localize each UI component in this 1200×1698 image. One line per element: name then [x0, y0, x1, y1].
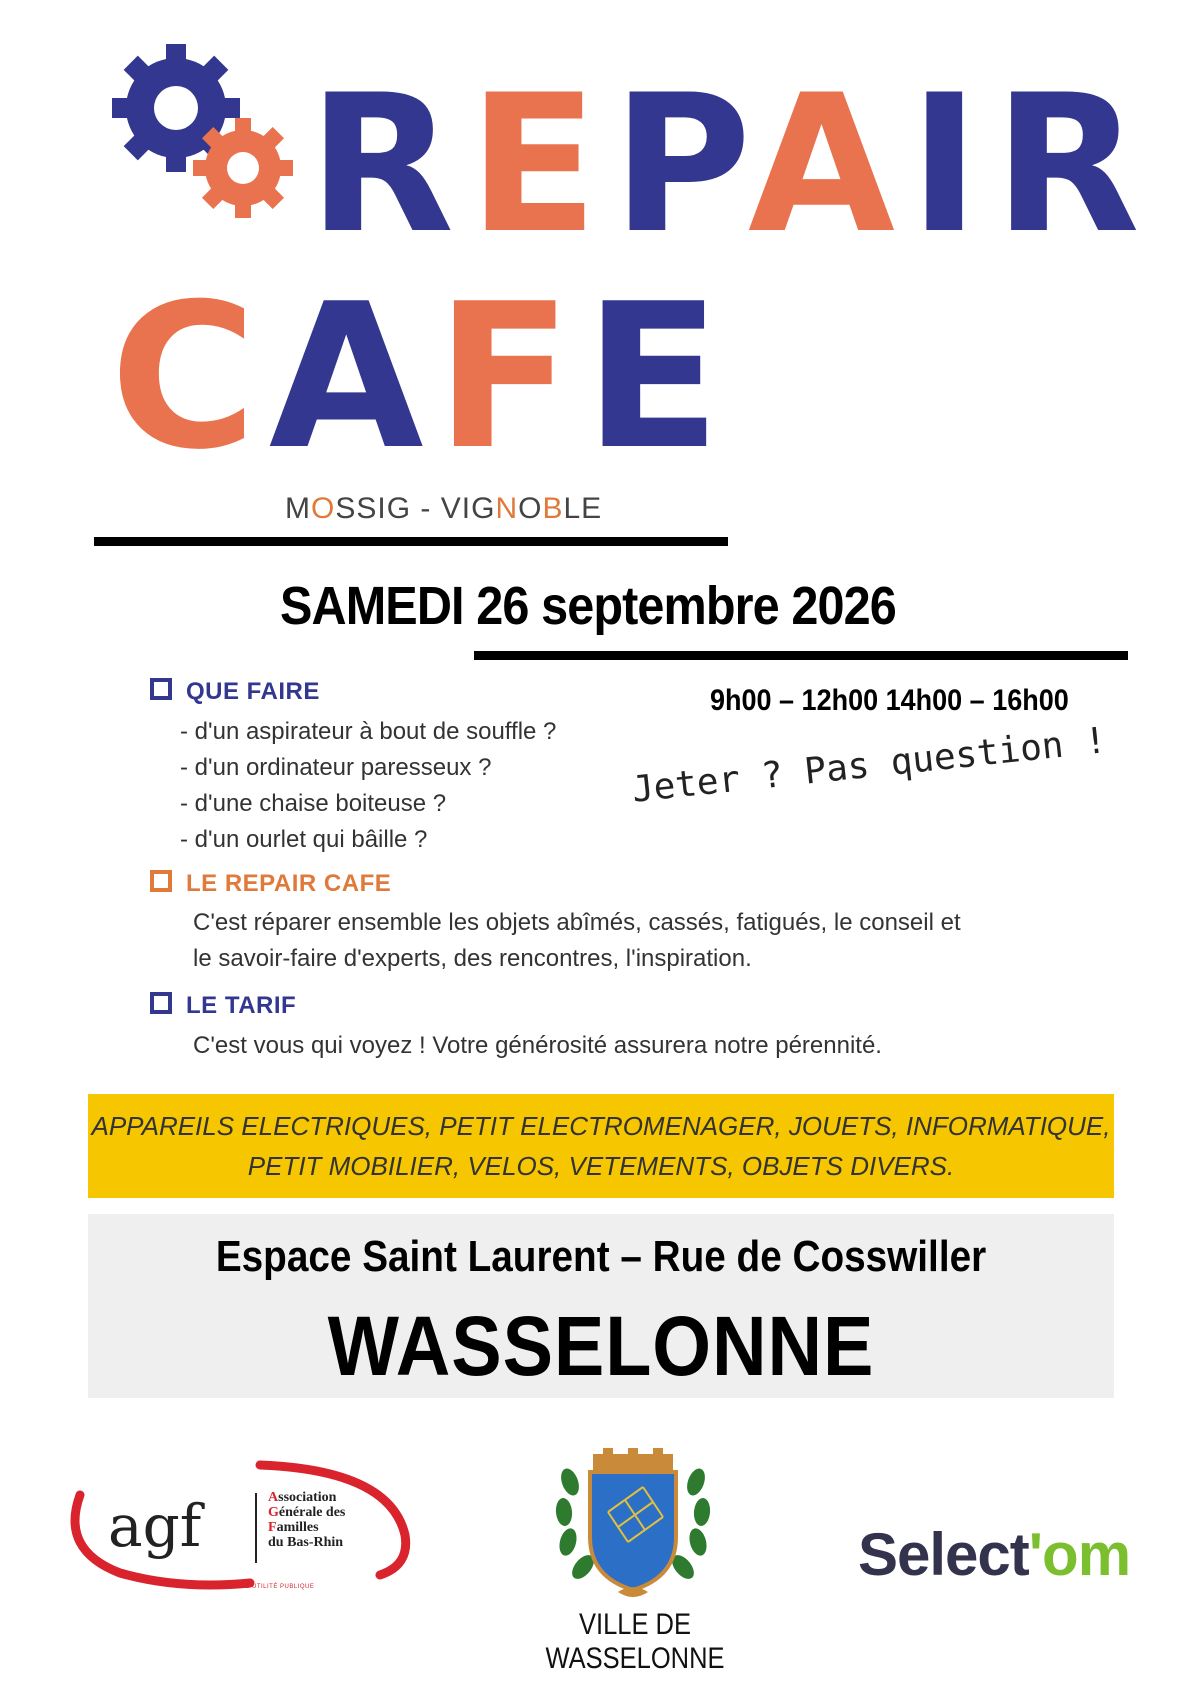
divider-date — [474, 651, 1128, 660]
list-item: - d'une chaise boiteuse ? — [180, 790, 447, 817]
section-tarif — [150, 992, 296, 1020]
checkbox-icon — [150, 678, 172, 700]
section-heading: QUE FAIRE — [186, 678, 320, 705]
address-box — [88, 1214, 1114, 1398]
tarif-text: C'est vous qui voyez ! Votre générosité assurera notre pérennité. — [193, 1032, 882, 1059]
checkbox-icon — [150, 992, 172, 1014]
title-cafe: CAFE — [110, 261, 733, 494]
selectom-logo — [858, 1520, 1130, 1589]
section-repair-cafe — [150, 870, 391, 898]
ville-label: VILLE DE WASSELONNE — [545, 1608, 725, 1675]
list-item: - d'un ordinateur paresseux ? — [180, 754, 492, 781]
tagline: MOSSIG - VIGNOBLE — [285, 492, 603, 525]
section-que-faire — [150, 678, 320, 706]
checkbox-icon — [150, 870, 172, 892]
list-item: - d'un ourlet qui bâille ? — [180, 826, 428, 853]
divider-top — [94, 537, 728, 546]
categories-line1: APPAREILS ELECTRIQUES, PETIT ELECTROMENAGER, JOUETS, INFORMATIQUE, — [91, 1111, 1111, 1141]
categories-banner — [88, 1094, 1114, 1198]
slogan: Jeter ? Pas question ! — [630, 720, 1109, 811]
event-date: SAMEDI 26 septembre 2026 — [280, 576, 896, 636]
section-heading: LE REPAIR CAFE — [186, 870, 392, 897]
agf-footer: RECONNUE D'UTILITÉ PUBLIQUE — [205, 1584, 315, 1590]
repair-cafe-text-line1: C'est réparer ensemble les objets abîmés, cassés, fatigués, le conseil et — [193, 909, 961, 936]
address-street: Espace Saint Laurent – Rue de Cosswiller — [215, 1232, 987, 1281]
categories-line2: PETIT MOBILIER, VELOS, VETEMENTS, OBJETS DIVERS. — [247, 1151, 955, 1181]
repair-cafe-text-line2: le savoir-faire d'experts, des rencontres, l'inspiration. — [193, 945, 752, 972]
agf-logo-text: agf — [108, 1492, 202, 1560]
title-repair: REPAIR — [308, 54, 1154, 275]
agf-name: Association Générale des Familles du Bas-Rhin — [268, 1490, 346, 1550]
event-hours: 9h00 – 12h00 14h00 – 16h00 — [710, 684, 1069, 717]
list-item: - d'un aspirateur à bout de souffle ? — [180, 718, 557, 745]
selectom-part2: 'om — [1028, 1521, 1131, 1588]
selectom-part1: Select — [858, 1521, 1029, 1588]
address-city: WASSELONNE — [327, 1299, 875, 1393]
section-heading: LE TARIF — [186, 992, 297, 1019]
coat-of-arms-icon — [548, 1442, 718, 1607]
gears-icon — [108, 40, 298, 230]
